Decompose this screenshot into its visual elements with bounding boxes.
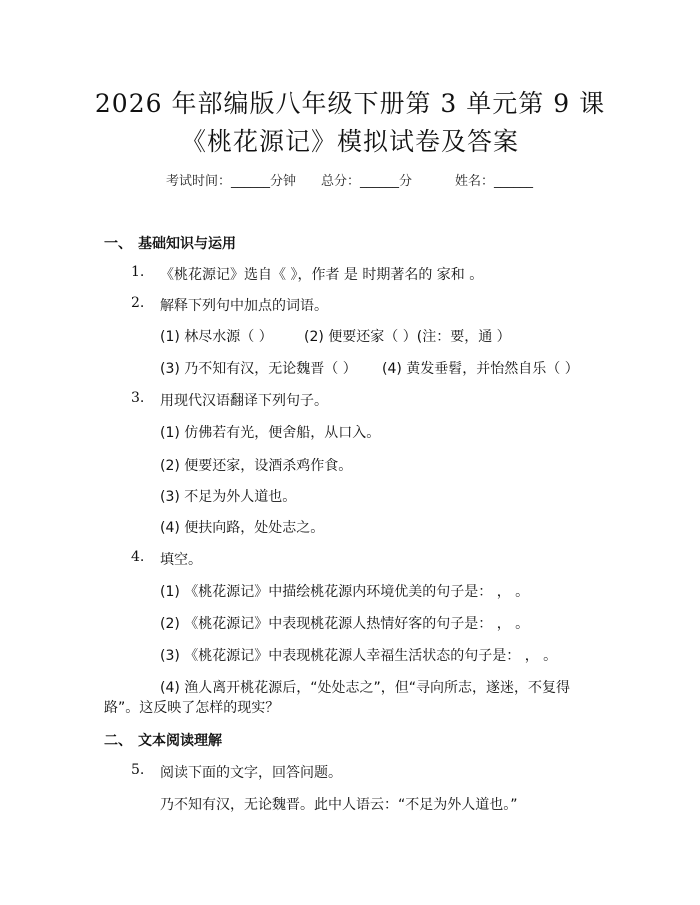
question-text: 《桃花源记》选自《 》，作者 是 时期著名的 家和 。 (160, 267, 484, 283)
sub-item: (3) 《桃花源记》中表现桃花源人幸福生活状态的句子是： ， 。 (160, 648, 558, 664)
sub-item: (4) 便扶向路，处处志之。 (160, 520, 325, 536)
question-text: 填空。 (160, 552, 202, 568)
sub-item: (4) 黄发垂髫，并怡然自乐（ ） (382, 361, 579, 377)
question-text: 解释下列句中加点的词语。 (160, 298, 328, 314)
section-number: 一、 (104, 236, 132, 252)
sub-item: (1) 林尽水源（ ） (160, 329, 273, 345)
student-name-field: 姓名：______ (455, 174, 534, 189)
sub-item: (1) 仿佛若有光，便舍船，从口入。 (160, 425, 381, 441)
sub-item: (3) 不足为外人道也。 (160, 489, 297, 505)
question-number: 5. (131, 762, 145, 778)
sub-item: (2) 《桃花源记》中表现桃花源人热情好客的句子是： ， 。 (160, 616, 530, 632)
section-number: 二、 (104, 733, 132, 749)
section-title: 文本阅读理解 (138, 733, 222, 749)
sub-item: (1) 《桃花源记》中描绘桃花源内环境优美的句子是： ， 。 (160, 584, 530, 600)
question-number: 3. (131, 390, 145, 406)
question-text: 阅读下面的文字，回答问题。 (160, 765, 342, 781)
sub-item-continuation: 路”。这反映了怎样的现实？ (104, 700, 280, 716)
sub-item: (2) 便要还家（ ）(注：要，通 ） (304, 329, 511, 345)
sub-item: (3) 乃不知有汉，无论魏晋（ ） (160, 361, 357, 377)
sub-item: (2) 便要还家，设酒杀鸡作食。 (160, 458, 353, 474)
page-title-line2: 《桃花源记》模拟试卷及答案 (180, 127, 519, 156)
question-number: 2. (131, 295, 145, 311)
question-text: 用现代汉语翻译下列句子。 (160, 393, 328, 409)
question-number: 4. (131, 549, 145, 565)
exam-time-field: 考试时间：______分钟 (166, 174, 297, 189)
reading-passage: 乃不知有汉，无论魏晋。此中人语云：“不足为外人道也。” (160, 797, 518, 813)
section-title: 基础知识与运用 (138, 236, 236, 252)
question-number: 1. (131, 264, 145, 280)
page-title-line1: 2026 年部编版八年级下册第 3 单元第 9 课 (94, 89, 606, 118)
sub-item: (4) 渔人离开桃花源后，“处处志之”，但“寻向所志，遂迷，不复得 (160, 680, 571, 696)
total-score-field: 总分：______分 (321, 174, 413, 189)
